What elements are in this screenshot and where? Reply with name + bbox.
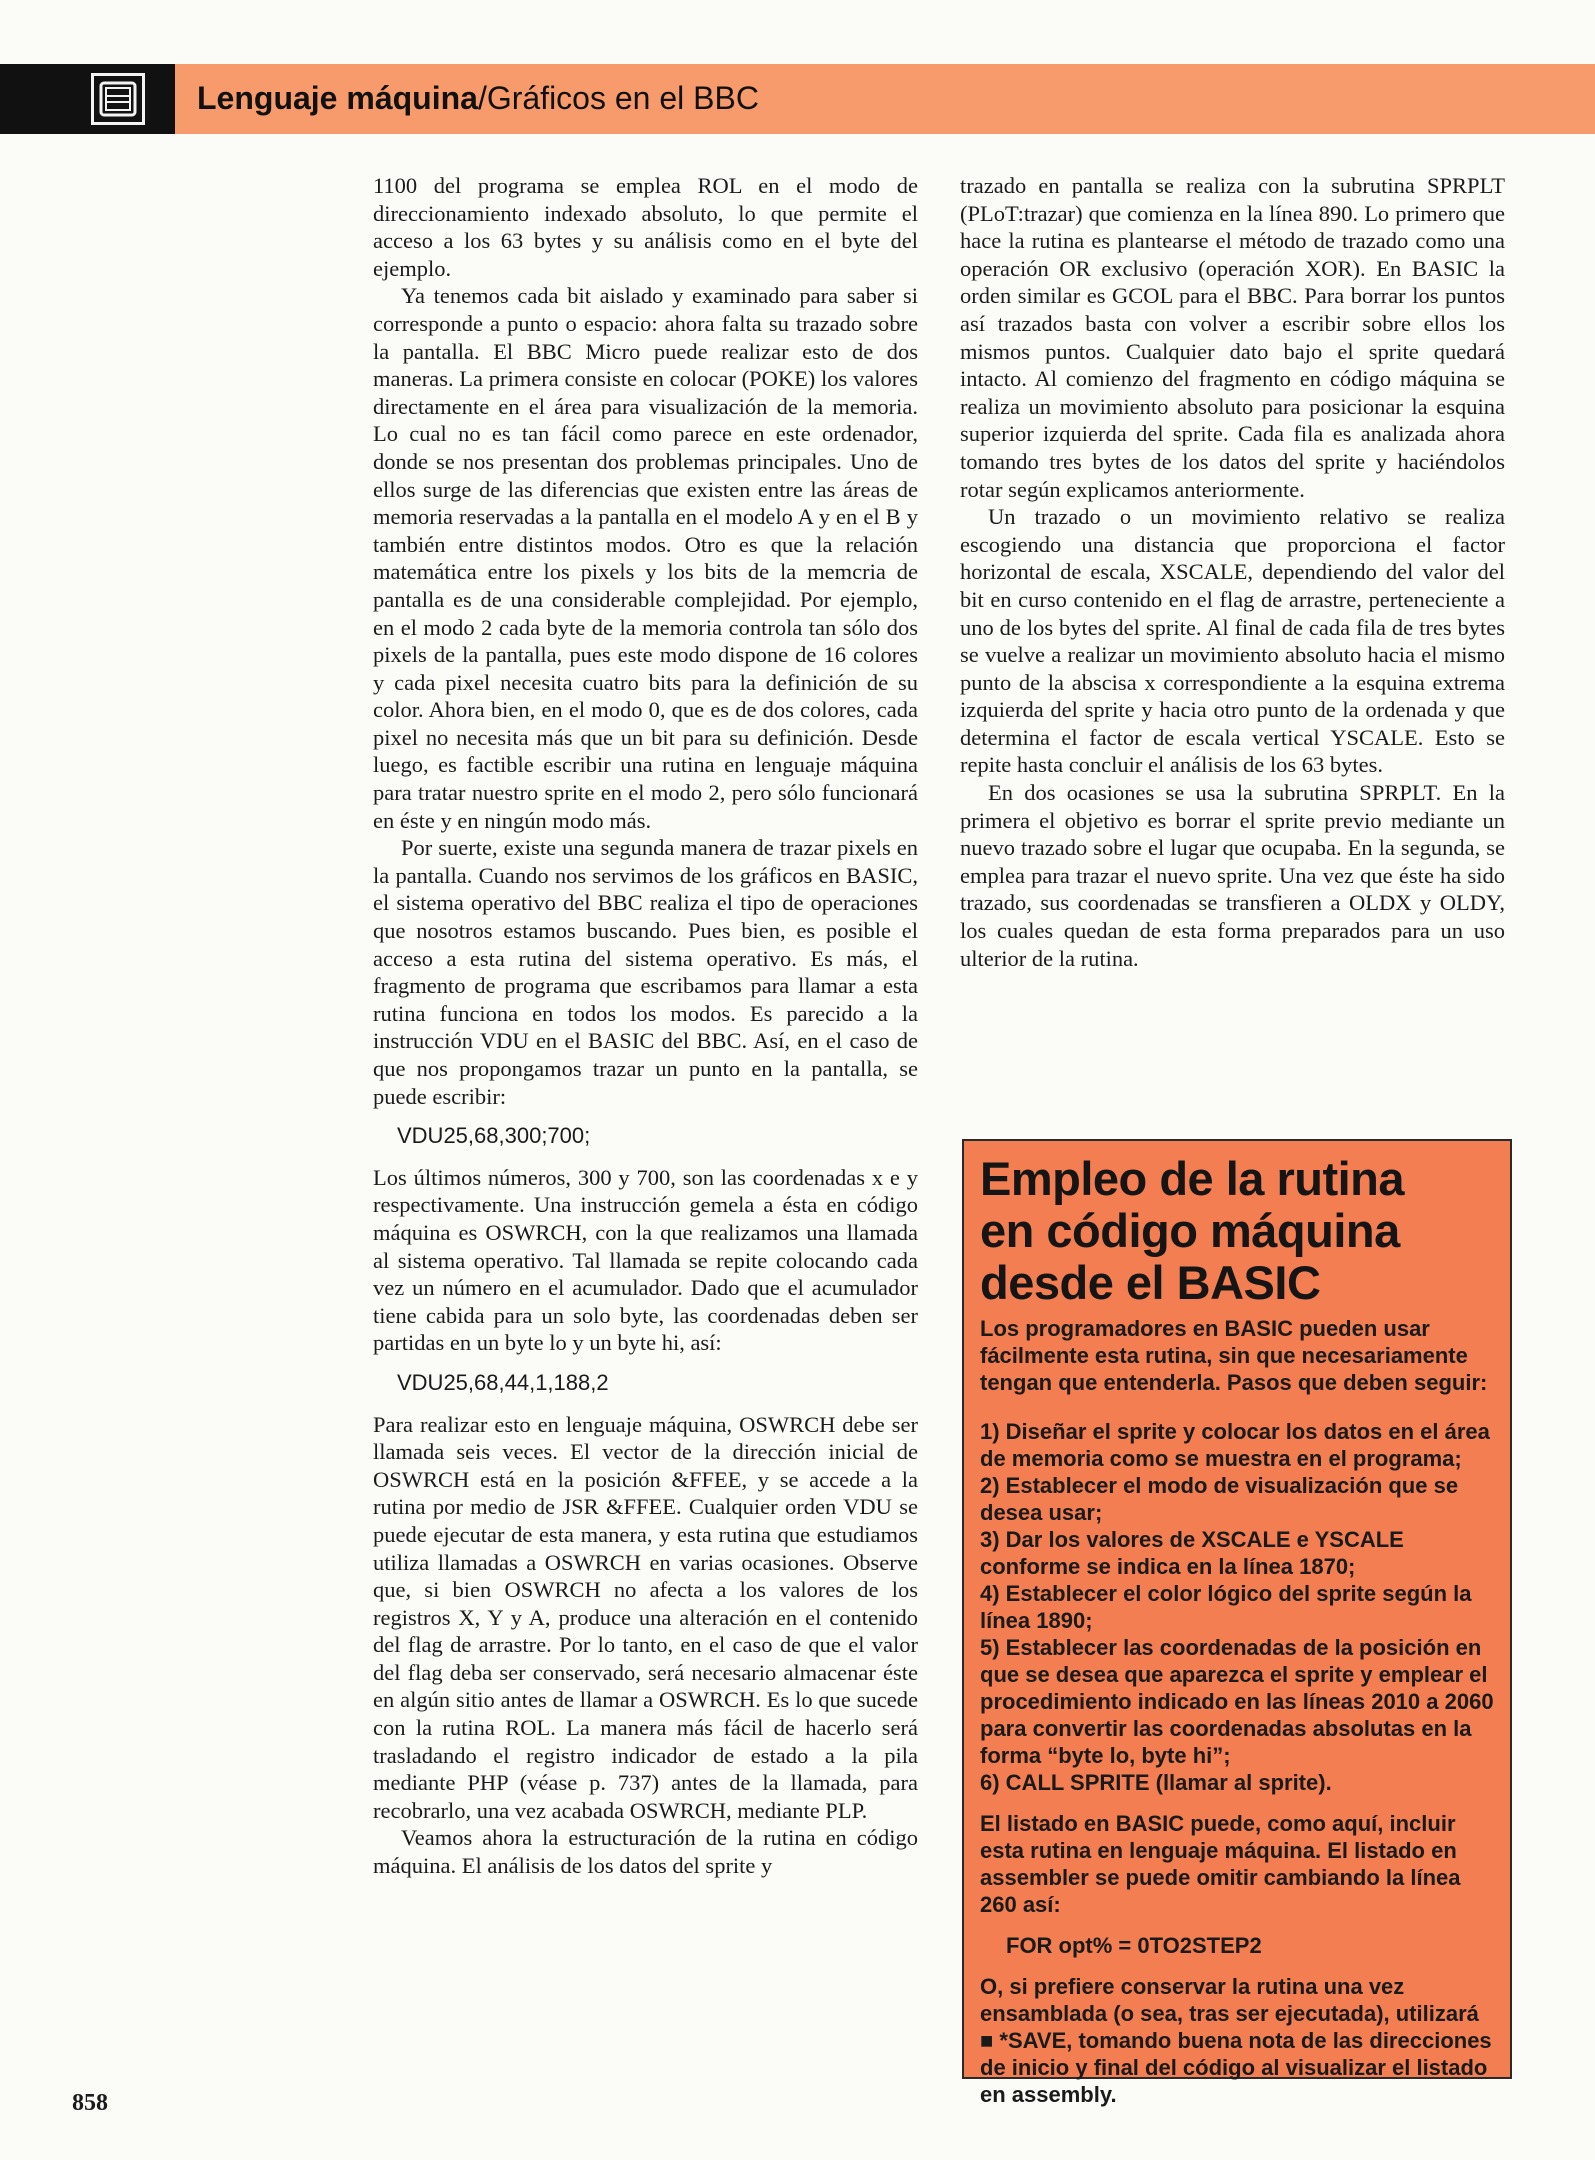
box-step: 6) CALL SPRITE (llamar al sprite). (980, 1770, 1332, 1795)
box-paragraph: El listado en BASIC puede, como aquí, incluir esta rutina en lenguaje máquina. El listado en assembler se puede omitir cambiando la línea 260 así: (980, 1811, 1461, 1917)
sidebar-box (962, 1139, 1512, 2107)
paragraph: Un trazado o un movimiento relativo se realiza escogiendo una distancia que proporciona el factor horizontal de escala, XSCALE, dependiendo del valor del bit en curso contenido en el flag de arrastre, perteneciente a uno de los bytes del sprite. Al final de cada fila de tres bytes se vuelve a realizar un movimiento absoluto hacia el mismo punto de la abscisa x correspondiente a la esquina extrema izquierda del sprite y hacia otro punto de la ordenada y que determina el factor de escala vertical YSCALE. Esto se repite hasta concluir el análisis de los 63 bytes. (960, 504, 1505, 778)
box-intro: Los programadores en BASIC pueden usar fácilmente esta rutina, sin que necesariamente tengan que entenderla. Pasos que deben seguir: (980, 1316, 1488, 1395)
paragraph: Por suerte, existe una segunda manera de trazar pixels en la pantalla. Cuando nos servimos de los gráficos en BASIC, el sistema operativo del BBC realiza el tipo de operaciones que nosotros estamos buscando. Pues bien, es posible el acceso a esta rutina del sistema operativo. Es más, el fragmento de programa que escribamos para llamar a esta rutina funciona en todos los modos. Es parecido a la instrucción VDU en el BASIC del BBC. Así, en el caso de que nos propongamos trazar un punto en la pantalla, se puede escribir: (373, 835, 918, 1109)
paragraph: Veamos ahora la estructuración de la rutina en código máquina. El análisis de los datos del sprite y (373, 1825, 918, 1879)
right-column (960, 172, 1505, 972)
section-title-bold: Lenguaje máquina (197, 80, 478, 116)
box-paragraph: O, si prefiere conservar la rutina una vez ensamblada (o sea, tras ser ejecutada), utilizará ■ *SAVE, tomando buena nota de las direcciones de inicio y final del código al visualizar el listado en assembly. (980, 1974, 1492, 2107)
paragraph: Los últimos números, 300 y 700, son las coordenadas x e y respectivamente. Una instrucción gemela a ésta en código máquina es OSWRCH, con la que realizamos una llamada al sistema operativo. Tal llamada se repite colocando cada vez un número en el acumulador. Dado que el acumulador tiene cabida para un solo byte, las coordenadas deben ser partidas en un byte lo y un byte hi, así: (373, 1164, 918, 1356)
section-title (197, 78, 759, 118)
code-example: VDU25,68,300;700; (397, 1123, 591, 1149)
paragraph: Para realizar esto en lenguaje máquina, OSWRCH debe ser llamada seis veces. El vector de la dirección inicial de OSWRCH está en la posición &FFEE, y se accede a la rutina por medio de JSR &FFEE. Cualquier orden VDU se puede ejecutar de esta manera, y esta rutina que estudiamos utiliza llamadas a OSWRCH en varias ocasiones. Observe que, si bien OSWRCH no afecta a los valores de los registros X, Y y A, produce una alteración en el contenido del flag de arrastre. Por lo tanto, en el caso de que el valor del flag deba ser conservado, será necesario almacenar éste en algún sitio antes de llamar a OSWRCH. Es lo que sucede con la rutina ROL. La manera más fácil de hacerlo será trasladando el registro indicador de estado a la pila mediante PHP (véase p. 737) antes de la llamada, para recobrarlo, una vez acabada OSWRCH, mediante PLP. (373, 1411, 918, 1823)
box-step: 2) Establecer el modo de visualización que se desea usar; (980, 1473, 1459, 1525)
box-title-line: Empleo de la rutina (980, 1152, 1405, 1205)
paragraph: Ya tenemos cada bit aislado y examinado para saber si corresponde a punto o espacio: ahora falta su trazado sobre la pantalla. El BBC Micro puede realizar esto de dos maneras. La primera consiste en colocar (POKE) los valores directamente en el área para visualización de la memoria. Lo cual no es tan fácil como parece en este ordenador, donde se nos presentan dos problemas principales. Uno de ellos surge de las diferencias que existen entre las áreas de memoria reservadas a la pantalla en el modelo A y en el B y también entre distintos modos. Otro es que la relación matemática entre los pixels y los bits de la memcria de pantalla es de una considerable complejidad. Por ejemplo, en el modo 2 cada byte de la memoria controla tan sólo dos pixels de la pantalla, pues este modo dispone de 16 colores y cada pixel necesita cuatro bits para la definición de su color. Ahora bien, en el modo 0, que es de dos colores, cada pixel no necesita más que un bit para su definición. Desde luego, es factible escribir una rutina en lenguaje máquina para tratar nuestro sprite en el modo 2, pero sólo funcionará en éste y en ningún modo más. (373, 283, 918, 833)
computer-screen-icon (91, 73, 145, 125)
box-step: 4) Establecer el color lógico del sprite según la línea 1890; (980, 1581, 1472, 1633)
box-title-line: desde el BASIC (980, 1256, 1321, 1309)
box-code: FOR opt% = 0TO2STEP2 (1006, 1933, 1262, 1958)
left-column (373, 172, 918, 1880)
box-step: 5) Establecer las coordenadas de la posición en que se desea que aparezca el sprite y emplear el procedimiento indicado en las líneas 2010 a 2060 para convertir las coordenadas absolutas en la forma “byte lo, byte hi”; (980, 1635, 1494, 1768)
paragraph: trazado en pantalla se realiza con la subrutina SPRPLT (PLoT:trazar) que comienza en la línea 890. Lo primero que hace la rutina es plantearse el método de trazado como una operación OR exclusivo (operación XOR). En BASIC la orden similar es GCOL para el BBC. Para borrar los puntos así trazados basta con volver a escribir sobre ellos los mismos puntos. Cualquier dato bajo el sprite quedará intacto. Al comienzo del fragmento en código máquina se realiza un movimiento absoluto para posicionar la esquina superior izquierda del sprite. Cada fila es analizada ahora tomando tres bytes de los datos del sprite y haciéndolos rotar según explicamos anteriormente. (960, 173, 1505, 502)
section-title-rest: /Gráficos en el BBC (477, 80, 759, 116)
page-number: 858 (72, 2090, 108, 2116)
code-example: VDU25,68,44,1,188,2 (397, 1369, 609, 1395)
paragraph: En dos ocasiones se usa la subrutina SPRPLT. En la primera el objetivo es borrar el sprite previo mediante un nuevo trazado sobre el lugar que ocupaba. En la segunda, se emplea para trazar el nuevo sprite. Una vez que éste ha sido trazado, sus coordenadas se transfieren a OLDX y OLDY, los cuales quedan de esta forma preparados para un uso ulterior de la rutina. (960, 780, 1505, 971)
box-step: 3) Dar los valores de XSCALE e YSCALE conforme se indica en la línea 1870; (980, 1527, 1404, 1579)
box-title-line: en código máquina (980, 1204, 1400, 1257)
box-step: 1) Diseñar el sprite y colocar los datos en el área de memoria como se muestra en el programa; (980, 1419, 1490, 1471)
header-section-block (0, 64, 175, 134)
paragraph: 1100 del programa se emplea ROL en el modo de direccionamiento indexado absoluto, lo que permite el acceso a los 63 bytes y su análisis como en el byte del ejemplo. (373, 173, 918, 281)
box-title (980, 1153, 1494, 1309)
